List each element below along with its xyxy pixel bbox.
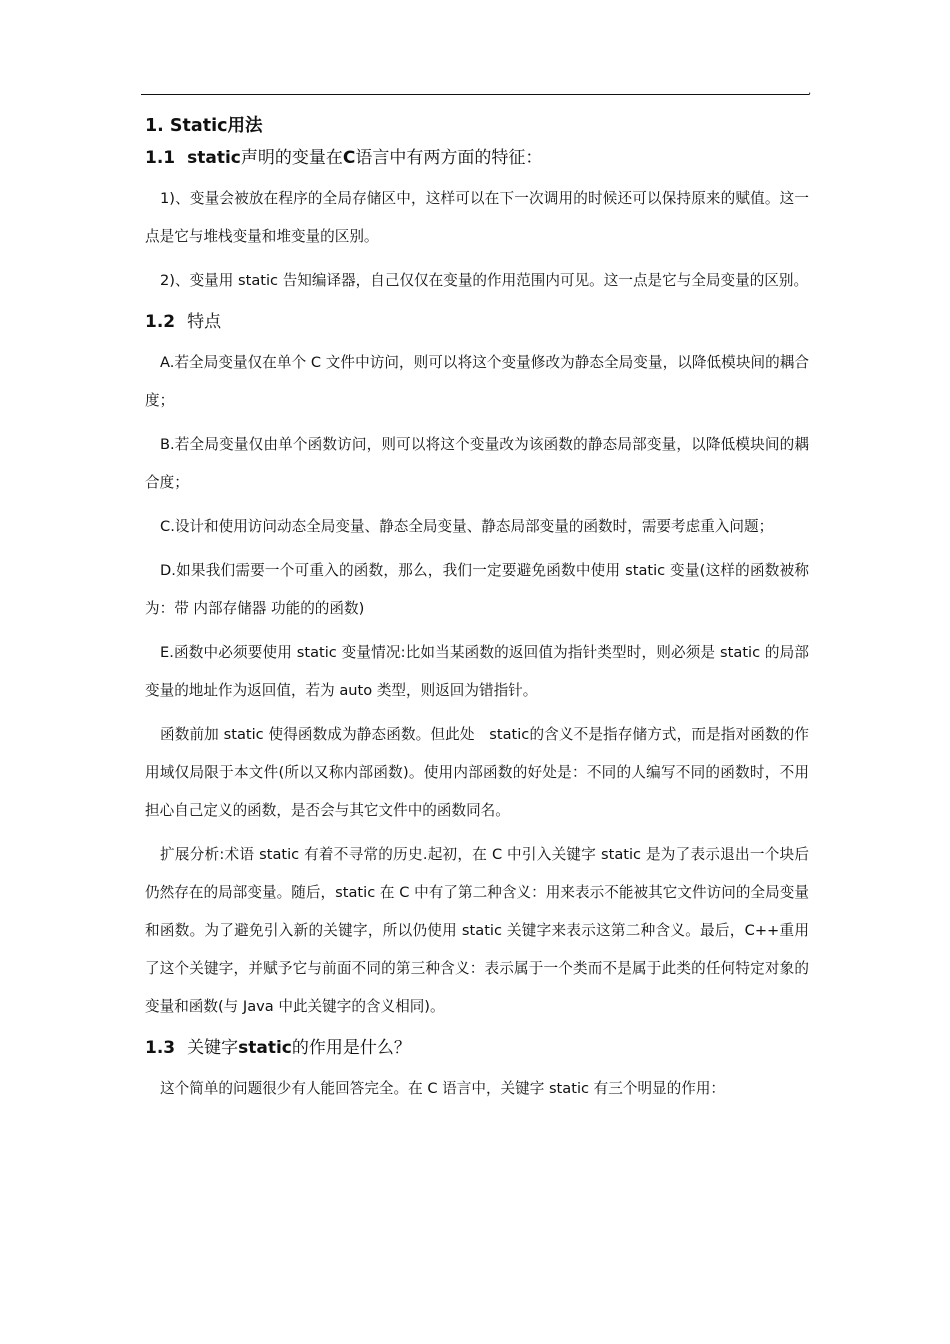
paragraph-1: 1)、变量会被放在程序的全局存储区中，这样可以在下一次调用的时候还可以保持原来的赋值。这一点是它与堆栈变量和堆变量的区别。 xyxy=(145,190,809,245)
subsection-text: 声明的变量在 xyxy=(240,148,343,168)
header-rule xyxy=(141,94,809,95)
paragraph-extended-analysis: 扩展分析:术语 static 有着不寻常的历史.起初，在 C 中引入关键字 static 是为了表示退出一个块后仍然存在的局部变量。随后，static 在 C 中有了第二种含义：用来表示不能被其它文件访问的全局变量和函数。为了避免引入新的关键字，所以仍使用 static 关键字来表示这第二种含义。最后，C++重用了这个关键字，并赋予它与前面不同的第三种含义：表示属于一个类而不是属于此类的任何特定对象的变量和函数(与 Java 中此关键字的含义相同)。 xyxy=(145,846,809,1015)
subsection-text: 特点 xyxy=(187,312,222,332)
subsection-title-1-2 xyxy=(145,306,809,338)
subsection-number: 1.3 xyxy=(145,1038,176,1058)
paragraph-question: 这个简单的问题很少有人能回答完全。在 C 语言中，关键字 static 有三个明显的作用： xyxy=(160,1080,726,1097)
subsection-keyword: static xyxy=(187,148,241,168)
subsection-text-rest: 的作用是什么？ xyxy=(291,1038,411,1058)
subsection-keyword-c: C xyxy=(342,148,356,168)
paragraph-2: 2)、变量用 static 告知编译器，自己仅仅在变量的作用范围内可见。这一点是它与全局变量的区别。 xyxy=(160,272,809,289)
header-mark: , xyxy=(808,86,812,97)
subsection-number: 1.2 xyxy=(145,312,176,332)
document-body xyxy=(145,110,809,1114)
section-title-text: Static用法 xyxy=(169,116,263,136)
subsection-keyword: static xyxy=(238,1038,292,1058)
subsection-title-1-1 xyxy=(145,142,809,174)
paragraph-d: D.如果我们需要一个可重入的函数，那么，我们一定要避免函数中使用 static 变量(这样的函数被称为：带 内部存储器 功能的的函数) xyxy=(145,562,809,617)
subsection-number: 1.1 xyxy=(145,148,176,168)
subsection-text: 关键字 xyxy=(187,1038,239,1058)
section-title xyxy=(145,110,809,142)
paragraph-a: A.若全局变量仅在单个 C 文件中访问，则可以将这个变量修改为静态全局变量，以降低模块间的耦合度； xyxy=(145,354,809,409)
subsection-text-rest: 语言中有两方面的特征： xyxy=(355,148,543,168)
paragraph-static-function: 函数前加 static 使得函数成为静态函数。但此处 static的含义不是指存储方式，而是指对函数的作用域仅局限于本文件(所以又称内部函数)。使用内部函数的好处是：不同的人编写不同的函数时，不用担心自己定义的函数，是否会与其它文件中的函数同名。 xyxy=(145,726,809,819)
subsection-title-1-3 xyxy=(145,1032,809,1064)
paragraph-b: B.若全局变量仅由单个函数访问，则可以将这个变量改为该函数的静态局部变量，以降低模块间的耦合度； xyxy=(145,436,809,491)
paragraph-e: E.函数中必须要使用 static 变量情况:比如当某函数的返回值为指针类型时，则必须是 static 的局部变量的地址作为返回值，若为 auto 类型，则返回为错指针。 xyxy=(145,644,809,699)
section-number: 1. xyxy=(145,116,164,136)
paragraph-c: C.设计和使用访问动态全局变量、静态全局变量、静态局部变量的函数时，需要考虑重入问题； xyxy=(160,518,774,535)
